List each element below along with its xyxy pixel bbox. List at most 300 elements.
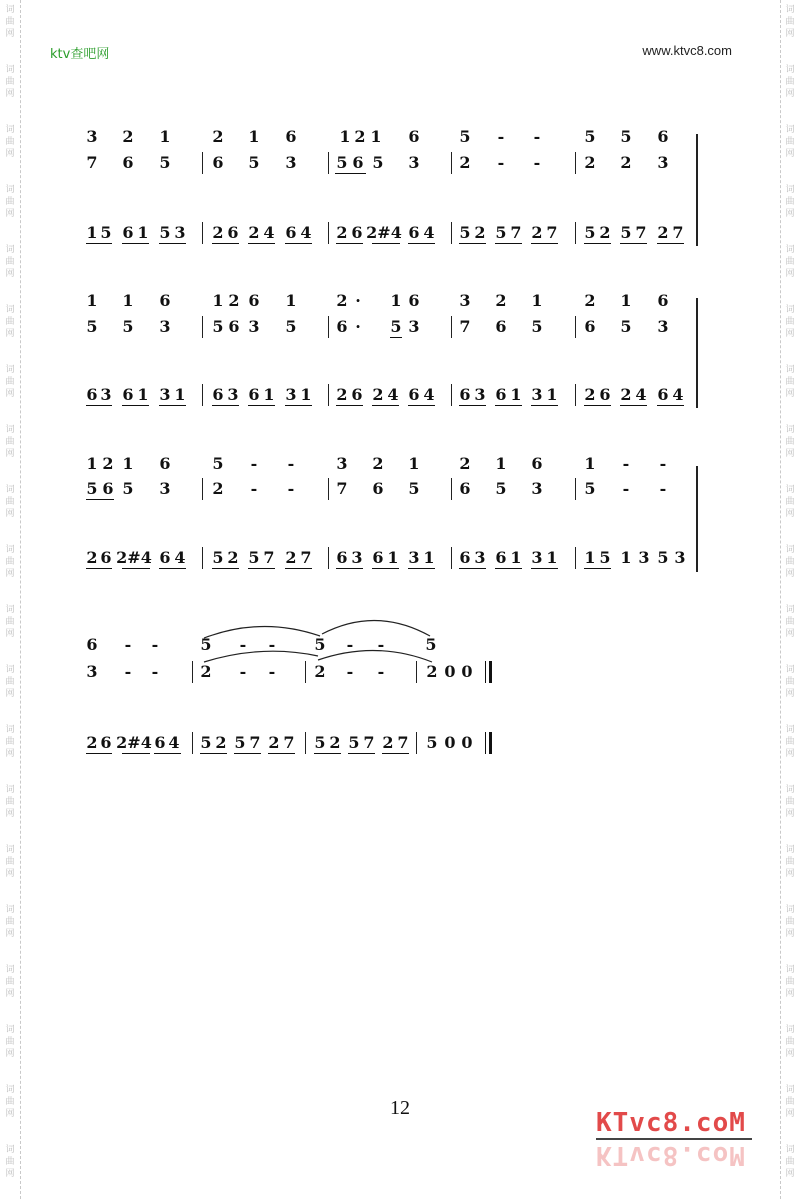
barline [451,152,452,174]
rest-dash: - [533,153,541,172]
note: 1 [86,454,98,473]
barline [305,732,306,754]
melody-bottom-row [0,318,800,342]
watermark-glyphs: 词 曲 网 [5,5,15,39]
note: 1 [584,454,596,473]
note: 3 [174,223,186,242]
note: 3 [86,127,98,146]
note: 5 [390,317,402,336]
ktvc8-logo [596,1108,756,1168]
note: 3 [351,548,363,567]
note: 5 [122,317,134,336]
note: 1 [546,385,558,404]
note: 6 [336,548,348,567]
note: 6 [599,385,611,404]
note: 3 [86,662,98,681]
note: 2 [426,662,438,681]
note: 5 [285,317,297,336]
note: 3 [408,317,420,336]
note: 1 [408,454,420,473]
note: 6 [248,291,260,310]
watermark-glyphs: 词 曲 网 [785,65,795,99]
final-barline-thick [489,732,492,754]
rest-dash: - [239,662,247,681]
note: 7 [635,223,647,242]
watermark-glyphs: 词 曲 网 [785,605,795,639]
barline [192,732,193,754]
note: 1 [122,454,134,473]
note: 4 [672,385,684,404]
site-url[interactable]: www.ktvc8.com [642,43,732,58]
rest-dash: - [497,153,505,172]
watermark-glyphs: 词 曲 网 [5,725,15,759]
watermark-glyphs: 词 曲 网 [785,1145,795,1179]
note: 1 [248,127,260,146]
note: 6 [459,548,471,567]
note: 5 [495,479,507,498]
note: 4 [168,733,180,752]
note: 2 [227,548,239,567]
note: 3 [285,153,297,172]
note: 1 [339,127,351,146]
note: 6 [227,223,239,242]
note: 5 [408,479,420,498]
note: 2 [329,733,341,752]
rest-dash: - [268,635,276,654]
note: 2 [372,385,384,404]
note: 3 [531,385,543,404]
note: 5 [531,317,543,336]
barline [416,661,417,683]
note: 3 [657,153,669,172]
note: 2 [382,733,394,752]
note: 2 [620,385,632,404]
watermark-glyphs: 词 曲 网 [5,905,15,939]
rest-dash: - [346,662,354,681]
note: 6 [100,548,112,567]
note: 2 [584,153,596,172]
note: 1 [86,291,98,310]
rest-dash: - [151,662,159,681]
note: 5 [200,733,212,752]
note: 4 [423,223,435,242]
note: 4 [387,385,399,404]
rest-dash: - [124,635,132,654]
note: 6 [459,479,471,498]
note: 6 [408,385,420,404]
note: 6 [408,291,420,310]
note: 5 [248,548,260,567]
melody-bottom-row [0,663,800,687]
note: 2 [212,127,224,146]
note: 2 [657,223,669,242]
note: 3 [408,548,420,567]
note: 2 [102,454,114,473]
final-barline-thick [489,661,492,683]
watermark-glyphs: 词 曲 网 [5,305,15,339]
rest-dash: - [287,479,295,498]
note: 3 [159,385,171,404]
logo-reflection: KTvc8.coM [596,1140,746,1170]
watermark-glyphs: 词 曲 网 [5,245,15,279]
watermark-glyphs: 词 曲 网 [785,845,795,879]
rest-dash: - [250,479,258,498]
barline [202,152,203,174]
rest-dash: - [377,635,385,654]
note: 6 [408,127,420,146]
note: 2 [372,454,384,473]
barline [451,547,452,569]
note: 3 [657,317,669,336]
barline [451,478,452,500]
watermark-glyphs: 词 曲 网 [785,965,795,999]
logo-text: KTvc8.coM [596,1108,746,1138]
melody-top-row [0,636,800,660]
watermark-glyphs: 词 曲 网 [785,905,795,939]
note: 6 [351,223,363,242]
note: 5 [372,153,384,172]
note: 1 [159,127,171,146]
note: 6 [122,223,134,242]
note: 2 [584,291,596,310]
barline [328,384,329,406]
note: 3 [474,385,486,404]
barline [202,547,203,569]
note: 6 [122,385,134,404]
note: 4 [174,548,186,567]
watermark-glyphs: 词 曲 网 [5,605,15,639]
dot: · [355,317,361,336]
note: 6 [336,317,348,336]
note: 7 [283,733,295,752]
accompaniment-row [0,224,800,248]
note: 5 [459,127,471,146]
note: 4 [635,385,647,404]
note: 6 [86,635,98,654]
rest-dash: - [622,454,630,473]
note: 6 [657,127,669,146]
note: 2 [336,291,348,310]
barline [575,222,576,244]
rest-dash: - [124,662,132,681]
note: 3 [248,317,260,336]
note: 1 [263,385,275,404]
note: 7 [672,223,684,242]
dot: · [355,291,361,310]
melody-top-row [0,292,800,316]
rest-dash: - [659,454,667,473]
note: 5 [620,223,632,242]
rest-dash: - [250,454,258,473]
note: 5 [584,479,596,498]
note: 6 [159,454,171,473]
watermark-glyphs: 词 曲 网 [785,185,795,219]
note: 2 [584,385,596,404]
barline [305,661,306,683]
note: 3 [285,385,297,404]
watermark-glyphs: 词 曲 网 [5,1145,15,1179]
final-barline [485,661,486,683]
note: 1 [390,291,402,310]
watermark-glyphs: 词 曲 网 [785,245,795,279]
note: 5 [599,548,611,567]
watermark-glyphs: 词 曲 网 [5,125,15,159]
note: 2#4 [366,223,402,242]
watermark-glyphs: 词 曲 网 [785,545,795,579]
note: 4 [263,223,275,242]
note: 6 [531,454,543,473]
note: 6 [159,291,171,310]
note: 2 [248,223,260,242]
watermark-glyphs: 词 曲 网 [5,665,15,699]
note: 6 [352,153,364,172]
note: 1 [584,548,596,567]
watermark-glyphs: 词 曲 网 [785,785,795,819]
note: 6 [372,548,384,567]
site-name[interactable]: ktv查吧网 [50,47,110,62]
note: 2 [212,479,224,498]
barline [202,384,203,406]
barline [328,152,329,174]
note: 5 [86,317,98,336]
note: 1 [285,291,297,310]
note: 6 [285,223,297,242]
note: 7 [459,317,471,336]
note: 3 [336,454,348,473]
note: 5 [620,317,632,336]
barline [192,661,193,683]
rest-dash: - [377,662,385,681]
note: 5 [336,153,348,172]
note: 5 [459,223,471,242]
note: 3 [159,479,171,498]
rest-dash: - [287,454,295,473]
rest-dash: - [239,635,247,654]
note: 5 [100,223,112,242]
barline [328,478,329,500]
watermark-glyphs: 词 曲 网 [5,785,15,819]
note: 6 [372,479,384,498]
note: 3 [638,548,650,567]
note: 1 [300,385,312,404]
watermark-glyphs: 词 曲 网 [5,1085,15,1119]
note: 1 [212,291,224,310]
note: 1 [510,548,522,567]
note: 0 [444,662,456,681]
note: 5 [657,548,669,567]
note: 7 [510,223,522,242]
watermark-glyphs: 词 曲 网 [5,845,15,879]
right-watermark-strip [780,0,800,1199]
note: 1 [620,548,632,567]
watermark-glyphs: 词 曲 网 [785,1025,795,1059]
note: 6 [657,385,669,404]
note: 3 [474,548,486,567]
watermark-glyphs: 词 曲 网 [785,725,795,759]
barline [451,384,452,406]
barline [575,478,576,500]
note: 1 [370,127,382,146]
note: 5 [495,223,507,242]
note: 2 [459,153,471,172]
rest-dash: - [268,662,276,681]
note: 7 [263,548,275,567]
note: 2 [336,385,348,404]
note: 7 [363,733,375,752]
note: 1 [137,223,149,242]
note: 6 [285,127,297,146]
note: 6 [212,385,224,404]
note: 6 [228,317,240,336]
barline [451,222,452,244]
rest-dash: - [622,479,630,498]
note: 1 [122,291,134,310]
note: 4 [300,223,312,242]
note: 6 [86,385,98,404]
note: 3 [459,291,471,310]
note: 2 [531,223,543,242]
note: 7 [397,733,409,752]
melody-bottom-row [0,154,800,178]
note: 1 [531,291,543,310]
note: 3 [531,548,543,567]
note: 0 [461,662,473,681]
melody-top-row [0,128,800,152]
note: 1 [620,291,632,310]
note: 6 [495,317,507,336]
note: 3 [100,385,112,404]
note: 5 [122,479,134,498]
note: 2 [285,548,297,567]
watermark-glyphs: 词 曲 网 [5,65,15,99]
note: 2 [228,291,240,310]
note: 2 [599,223,611,242]
left-watermark-strip [0,0,20,1199]
barline [575,152,576,174]
note: 5 [212,454,224,473]
note: 3 [159,317,171,336]
note: 5 [248,153,260,172]
note: 6 [408,223,420,242]
barline [202,316,203,338]
final-barline [485,732,486,754]
note: 2 [495,291,507,310]
rest-dash: - [533,127,541,146]
barline [575,316,576,338]
note: 5 [212,317,224,336]
note: 2 [86,548,98,567]
note: 7 [249,733,261,752]
watermark-glyphs: 词 曲 网 [785,1085,795,1119]
note: 2 [336,223,348,242]
barline [328,547,329,569]
rest-dash: - [497,127,505,146]
note: 5 [159,153,171,172]
note: 2 [314,662,326,681]
watermark-glyphs: 词 曲 网 [785,665,795,699]
watermark-glyphs: 词 曲 网 [5,185,15,219]
note: 2#4 [116,548,152,567]
accompaniment-row [0,386,800,410]
note: 6 [154,733,166,752]
rest-dash: - [346,635,354,654]
barline [416,732,417,754]
note: 5 [348,733,360,752]
melody-top-row [0,455,800,479]
watermark-glyphs: 词 曲 网 [5,965,15,999]
watermark-glyphs: 词 曲 网 [785,125,795,159]
note: 5 [584,127,596,146]
barline [575,384,576,406]
rest-dash: - [659,479,667,498]
note: 6 [351,385,363,404]
note: 2 [620,153,632,172]
note: 1 [137,385,149,404]
note: 6 [212,153,224,172]
note: 5 [86,479,98,498]
note: 1 [495,454,507,473]
note: 0 [444,733,456,752]
note: 1 [510,385,522,404]
watermark-glyphs: 词 曲 网 [5,1025,15,1059]
watermark-glyphs: 词 曲 网 [5,545,15,579]
note: 6 [584,317,596,336]
note: 7 [300,548,312,567]
watermark-glyphs: 词 曲 网 [5,485,15,519]
barline [202,222,203,244]
watermark-glyphs: 词 曲 网 [785,305,795,339]
note: 5 [314,635,326,654]
note: 2 [212,223,224,242]
rest-dash: - [151,635,159,654]
note: 0 [461,733,473,752]
note: 5 [314,733,326,752]
note: 5 [426,733,438,752]
note: 5 [159,223,171,242]
page-number: 12 [390,1097,410,1119]
barline [202,478,203,500]
note: 2 [268,733,280,752]
note: 2 [459,454,471,473]
note: 6 [159,548,171,567]
watermark-glyphs: 词 曲 网 [5,425,15,459]
note: 3 [408,153,420,172]
watermark-glyphs: 词 曲 网 [785,365,795,399]
watermark-glyphs: 词 曲 网 [785,5,795,39]
barline [328,316,329,338]
note: 6 [657,291,669,310]
note: 5 [212,548,224,567]
note: 1 [387,548,399,567]
note: 7 [86,153,98,172]
note: 5 [620,127,632,146]
note: 4 [423,385,435,404]
note: 1 [546,548,558,567]
note: 5 [584,223,596,242]
note: 2 [200,662,212,681]
note: 1 [174,385,186,404]
watermark-glyphs: 词 曲 网 [785,425,795,459]
note: 2 [474,223,486,242]
note: 7 [546,223,558,242]
watermark-glyphs: 词 曲 网 [5,365,15,399]
note: 6 [102,479,114,498]
note: 5 [200,635,212,654]
barline [451,316,452,338]
watermark-glyphs: 词 曲 网 [785,485,795,519]
note: 6 [495,385,507,404]
barline [575,547,576,569]
